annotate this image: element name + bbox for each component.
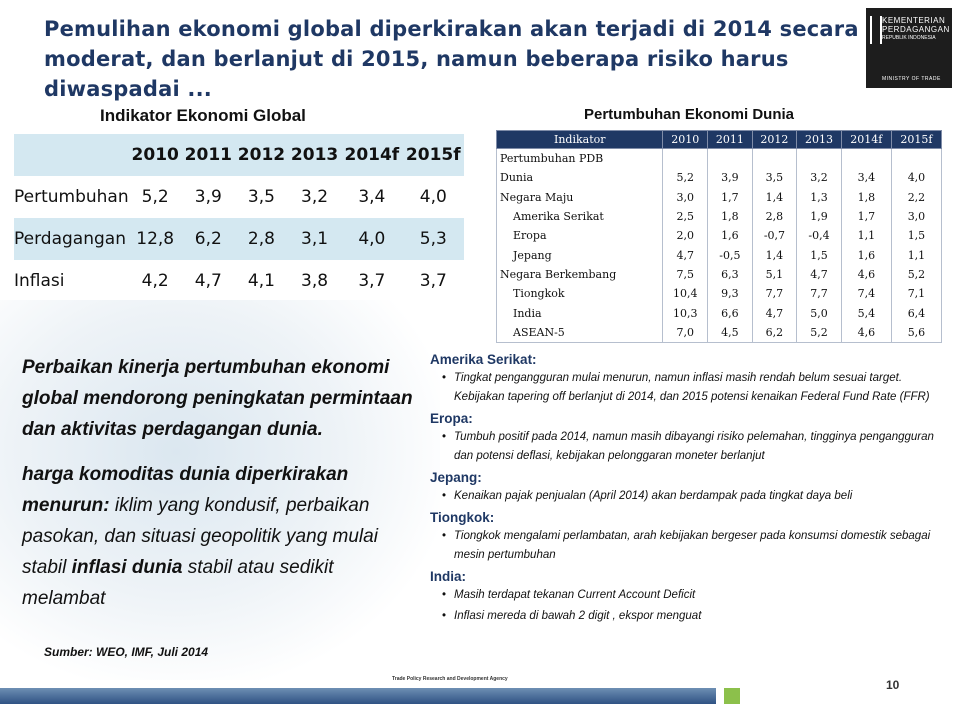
table2-cell: 3,4 <box>841 168 891 187</box>
summary-paragraph-2 <box>22 459 422 614</box>
table1-row-label: Perdagangan <box>14 229 126 249</box>
region-note-bullet: • Tingkat pengangguran mulai menurun, namun inflasi masih rendah belum sesuai target. Kebijakan tapering off berlanjut di 2014, dan 2015 potensi kenaikan Federal Fund Rate (FFR) <box>454 369 946 407</box>
table1-row-label: Pertumbuhan <box>14 187 129 207</box>
table2-cell: 4,5 <box>708 323 753 343</box>
table2-cell: 3,0 <box>891 207 941 226</box>
summary-text: iklim yang kondusif, perbaikan pasokan, dan situasi geopolitik yang mulai stabil <box>22 495 378 578</box>
logo-line-2: PERDAGANGAN <box>882 25 950 34</box>
table2-cell <box>708 149 753 169</box>
table2-row-label: Negara Berkembang <box>497 265 663 284</box>
footer-bar <box>0 688 716 704</box>
table1-year: 2012 <box>237 145 286 165</box>
region-note-bullet: • Inflasi mereda di bawah 2 digit , ekspor menguat <box>454 607 946 626</box>
summary-text-bold: inflasi dunia <box>71 557 183 578</box>
table2-cell: 5,2 <box>797 323 842 343</box>
table2-row <box>497 323 942 343</box>
region-heading: Eropa: <box>430 411 473 426</box>
summary-paragraph-1 <box>22 352 422 445</box>
table2-cell: 1,8 <box>708 207 753 226</box>
table2-cell: 6,6 <box>708 303 753 322</box>
table1-cell: 3,5 <box>247 187 275 207</box>
table2-cell: 7,7 <box>797 284 842 303</box>
region-heading: Amerika Serikat: <box>430 352 537 367</box>
table2-cell: 9,3 <box>708 284 753 303</box>
table2-row <box>497 303 942 322</box>
table1-cell: 4,1 <box>247 271 275 291</box>
table2-cell: 1,6 <box>708 226 753 245</box>
region-heading: India: <box>430 569 466 584</box>
table2-cell: -0,4 <box>797 226 842 245</box>
table1-cell: 5,2 <box>141 187 169 207</box>
source-note: Sumber: WEO, IMF, Juli 2014 <box>44 645 209 659</box>
table2-cell: 4,0 <box>891 168 941 187</box>
table2-cell <box>663 149 708 169</box>
region-note-bullet: • Masih terdapat tekanan Current Account Deficit <box>454 586 946 605</box>
table2-cell: 10,3 <box>663 303 708 322</box>
table2-body <box>497 149 942 343</box>
table2-cell: 1,7 <box>708 188 753 207</box>
table2-cell: 2,0 <box>663 226 708 245</box>
ministry-logo <box>866 8 952 88</box>
table1-row <box>14 176 464 218</box>
table1-cell: 2,8 <box>247 229 275 249</box>
table2-cell: 4,7 <box>797 265 842 284</box>
table1-cell: 3,9 <box>194 187 222 207</box>
table2-cell: 6,3 <box>708 265 753 284</box>
table2-cell: 1,7 <box>841 207 891 226</box>
table1-cell: 3,1 <box>301 229 329 249</box>
left-summary <box>22 352 422 628</box>
table1-cell: 4,7 <box>194 271 222 291</box>
table1-cell: 3,8 <box>301 271 329 291</box>
table2-cell: 1,1 <box>891 245 941 264</box>
table1-header-row <box>14 134 464 176</box>
table2-cell: 7,0 <box>663 323 708 343</box>
footer-agency-text: Trade Policy Research and Development Agency <box>392 676 508 682</box>
table1-cell: 4,0 <box>419 187 447 207</box>
table1-row <box>14 218 464 260</box>
table1-cell: 6,2 <box>194 229 222 249</box>
table2-cell: -0,7 <box>752 226 797 245</box>
table2-row-label: Eropa <box>497 226 663 245</box>
emblem-icon <box>870 16 882 44</box>
table1-title: Indikator Ekonomi Global <box>100 106 306 125</box>
table2-cell: 1,6 <box>841 245 891 264</box>
table2-cell: 3,5 <box>752 168 797 187</box>
table2-cell: 2,2 <box>891 188 941 207</box>
table2-header: 2011 <box>708 131 753 149</box>
table2-cell: 7,4 <box>841 284 891 303</box>
table2-cell <box>752 149 797 169</box>
table2-header: 2013 <box>797 131 842 149</box>
table2-cell <box>891 149 941 169</box>
table2-row-label: Negara Maju <box>497 188 663 207</box>
region-note-bullet: • Tiongkok mengalami perlambatan, arah kebijakan bergeser pada konsumsi domestik sebagai mesin pertumbuhan <box>454 527 946 565</box>
table2-header: 2012 <box>752 131 797 149</box>
table2-row <box>497 284 942 303</box>
logo-line-4: MINISTRY OF TRADE <box>882 76 941 82</box>
table1-cell: 3,2 <box>301 187 329 207</box>
table1-year: 2014f <box>344 145 400 165</box>
table2-cell: 7,1 <box>891 284 941 303</box>
table1-cell: 5,3 <box>419 229 447 249</box>
table2-cell: 1,4 <box>752 245 797 264</box>
table2-row-label: Pertumbuhan PDB <box>497 149 663 169</box>
table2-cell: 2,8 <box>752 207 797 226</box>
summary-text-bold: Perbaikan kinerja pertumbuhan ekonomi global mendorong peningkatan permintaan dan aktivitas perdagangan dunia. <box>22 357 413 440</box>
table2-cell: 4,6 <box>841 265 891 284</box>
table2-cell: 5,1 <box>752 265 797 284</box>
table2-row-label: Amerika Serikat <box>497 207 663 226</box>
table2-cell: 1,3 <box>797 188 842 207</box>
table2-cell: 1,9 <box>797 207 842 226</box>
table1-cell: 3,7 <box>358 271 386 291</box>
region-note-bullet: • Kenaikan pajak penjualan (April 2014) akan berdampak pada tingkat daya beli <box>454 487 946 506</box>
table2-row-label: India <box>497 303 663 322</box>
summary-text: stabil atau sedikit melambat <box>22 557 334 609</box>
table1-row-label: Inflasi <box>14 271 65 291</box>
table2-cell: 1,5 <box>891 226 941 245</box>
table2-row-label: Jepang <box>497 245 663 264</box>
table1-cell: 3,7 <box>419 271 447 291</box>
table2-cell: -0,5 <box>708 245 753 264</box>
table1-cell: 3,4 <box>358 187 386 207</box>
table2-header: Indikator <box>497 131 663 149</box>
table2-cell: 7,5 <box>663 265 708 284</box>
slide-title: Pemulihan ekonomi global diperkirakan akan terjadi di 2014 secara moderat, dan berlanjut di 2015, namun beberapa risiko harus diwaspadai ... <box>44 17 859 101</box>
summary-text-bold: harga komoditas dunia diperkirakan menurun: <box>22 464 349 516</box>
global-indicator-table <box>14 134 464 302</box>
region-heading: Jepang: <box>430 470 482 485</box>
table2-cell: 2,5 <box>663 207 708 226</box>
table2-header: 2015f <box>891 131 941 149</box>
table2-row <box>497 168 942 187</box>
table2-cell <box>841 149 891 169</box>
table2-row <box>497 149 942 169</box>
table1-cell: 4,2 <box>141 271 169 291</box>
table2-cell: 1,4 <box>752 188 797 207</box>
page-number: 10 <box>886 678 900 692</box>
table2-cell: 1,5 <box>797 245 842 264</box>
table1-year: 2011 <box>184 145 232 165</box>
table1-year: 2013 <box>290 145 339 165</box>
table2-cell: 6,4 <box>891 303 941 322</box>
table2-cell: 4,7 <box>752 303 797 322</box>
table2-cell: 5,6 <box>891 323 941 343</box>
table2-cell: 3,9 <box>708 168 753 187</box>
table2-row-label: Tiongkok <box>497 284 663 303</box>
table2-cell: 7,7 <box>752 284 797 303</box>
table1-year: 2015f <box>405 145 461 165</box>
table2-cell: 3,0 <box>663 188 708 207</box>
world-growth-table <box>496 130 942 343</box>
table1-cell: 12,8 <box>136 229 175 249</box>
table2-cell: 5,0 <box>797 303 842 322</box>
table2-row-label: Dunia <box>497 168 663 187</box>
logo-line-1: KEMENTERIAN <box>882 16 946 25</box>
table2-row <box>497 188 942 207</box>
table2-row <box>497 245 942 264</box>
region-heading: Tiongkok: <box>430 510 495 525</box>
table2-header: 2010 <box>663 131 708 149</box>
table2-cell <box>797 149 842 169</box>
table2-row <box>497 207 942 226</box>
table2-cell: 4,6 <box>841 323 891 343</box>
table2-cell: 5,2 <box>663 168 708 187</box>
table2-title: Pertumbuhan Ekonomi Dunia <box>584 106 795 123</box>
footer-accent <box>724 688 740 704</box>
table2-cell: 10,4 <box>663 284 708 303</box>
table2-cell: 1,8 <box>841 188 891 207</box>
table2-cell: 6,2 <box>752 323 797 343</box>
table2-header-row <box>497 131 942 149</box>
table2-header: 2014f <box>841 131 891 149</box>
table1-header-blank <box>14 134 129 176</box>
table1-year: 2010 <box>131 145 179 165</box>
region-note-bullet: • Tumbuh positif pada 2014, namun masih dibayangi risiko pelemahan, tingginya pengangguran dan potensi deflasi, kebijakan pelonggaran moneter berlanjut <box>454 428 946 466</box>
table2-cell: 3,2 <box>797 168 842 187</box>
table2-row <box>497 226 942 245</box>
table2-cell: 1,1 <box>841 226 891 245</box>
table2-row <box>497 265 942 284</box>
table2-cell: 5,2 <box>891 265 941 284</box>
table2-row-label: ASEAN-5 <box>497 323 663 343</box>
table1-cell: 4,0 <box>358 229 386 249</box>
logo-line-3: REPUBLIK INDONESIA <box>882 35 936 41</box>
table2-cell: 4,7 <box>663 245 708 264</box>
table1-row <box>14 260 464 302</box>
region-notes <box>430 350 946 628</box>
table2-cell: 5,4 <box>841 303 891 322</box>
